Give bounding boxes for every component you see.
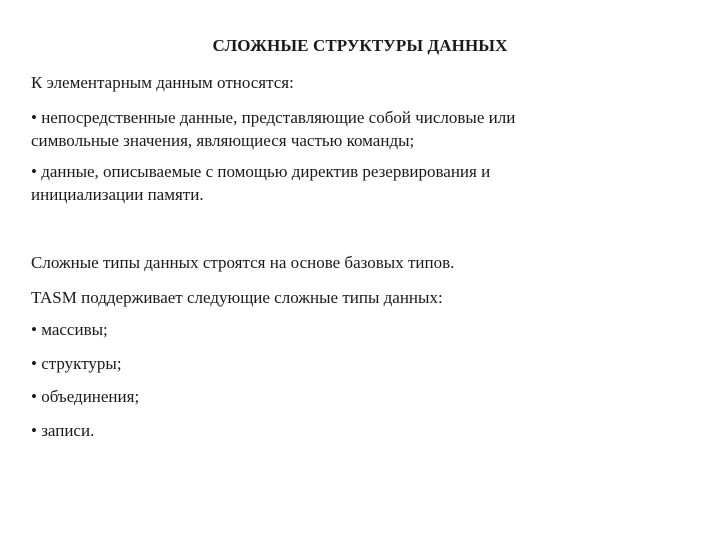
elementary-item-line: • непосредственные данные, представляющие собой числовые или [31,108,516,127]
slide-title: СЛОЖНЫЕ СТРУКТУРЫ ДАННЫХ [212,36,508,55]
tasm-intro: TASM поддерживает следующие сложные типы данных: [31,288,443,307]
elementary-item-line: символьные значения, являющиеся частью команды; [31,131,415,150]
complex-types-intro: Сложные типы данных строятся на основе базовых типов. [31,253,455,272]
complex-type-item: • массивы; [31,320,108,339]
elementary-item [31,160,691,206]
elementary-item-line: инициализации памяти. [31,185,204,204]
complex-type-item: • записи. [31,421,95,440]
elementary-item-line: • данные, описываемые с помощью директив резервирования и [31,162,491,181]
complex-type-item: • объединения; [31,387,140,406]
elementary-intro: К элементарным данным относятся: [31,73,294,92]
elementary-item [31,106,691,152]
complex-type-item: • структуры; [31,354,122,373]
